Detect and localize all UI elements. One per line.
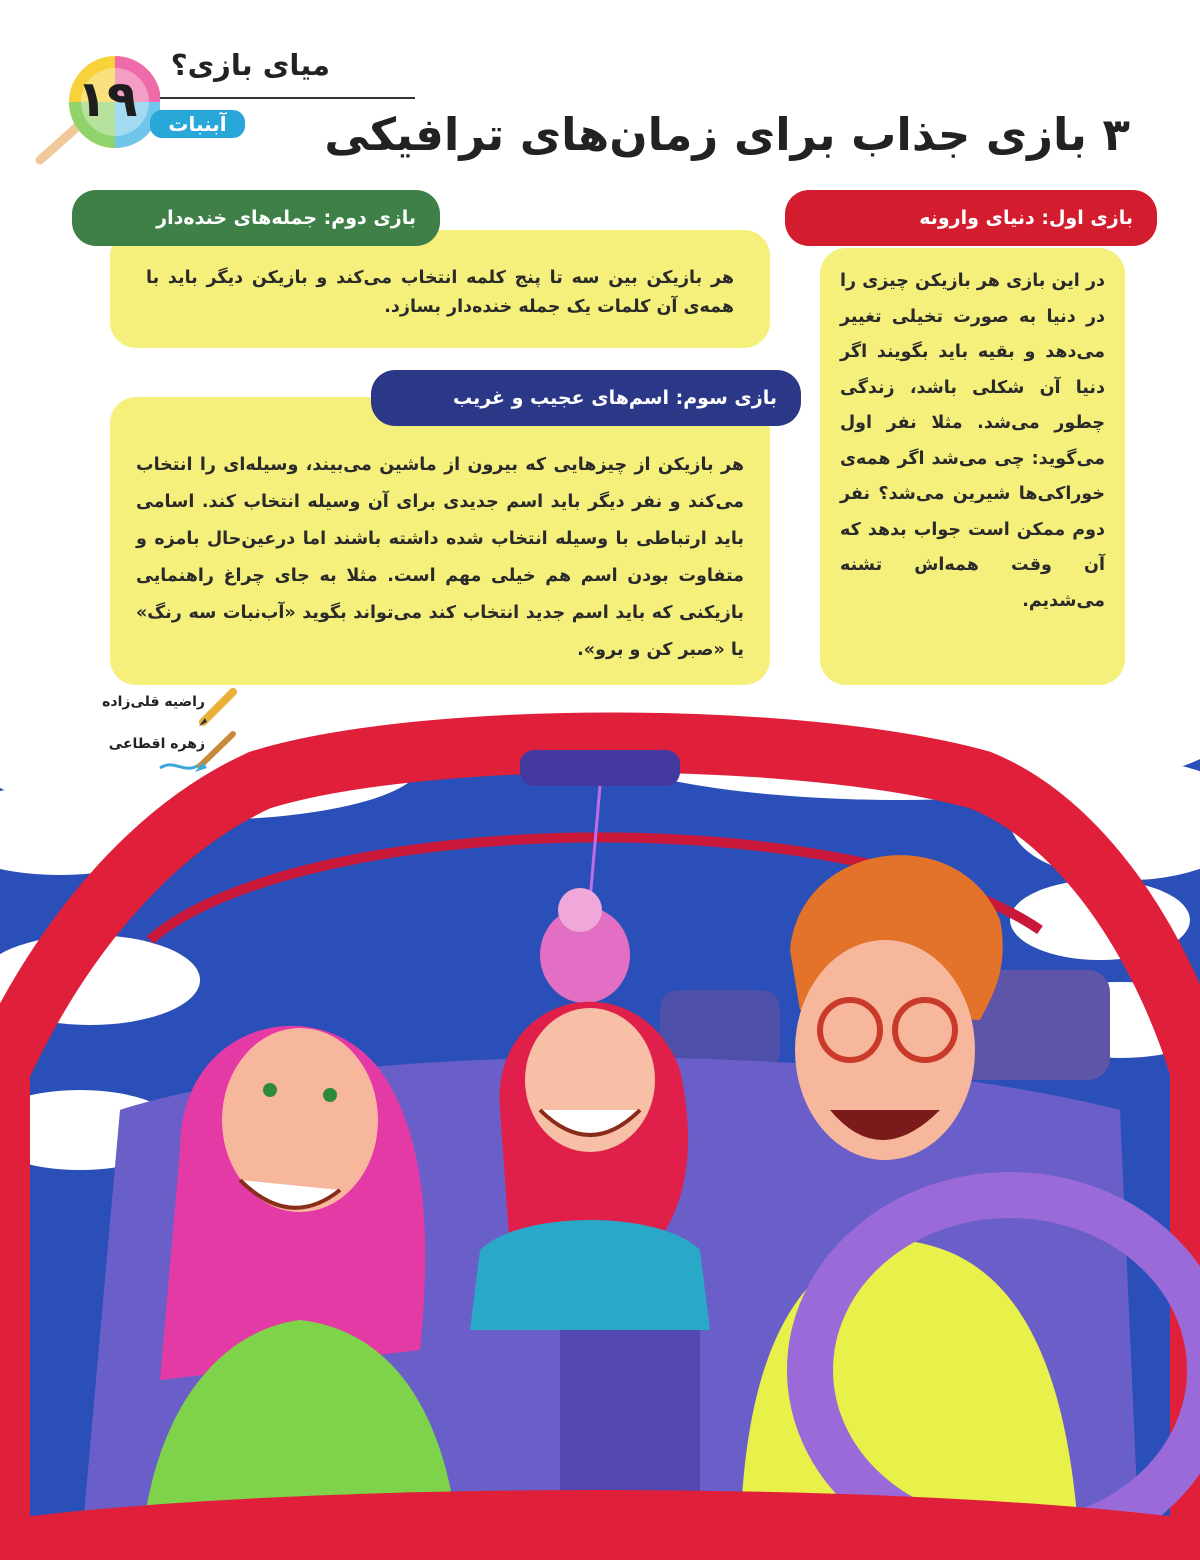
game-3-text: هر بازیکن از چیزهایی که بیرون از ماشین می‌بیند، وسیله‌ای را انتخاب می‌کند و نفر دیگر باید اسم جدیدی برای آن وسیله انتخاب کند. اسامی باید ارتباطی با وسیله انتخاب شده داشته باشند اما درعین‌حال بامزه و متفاوت بودن اسم هم خیلی مهم است. مثلا به جای چراغ راهنمایی بازیکنی که باید اسم جدید انتخاب کند می‌تواند بگوید «آب‌نبات سه رنگ» یا «صبر کن و برو». [110,397,770,685]
game-3-label: بازی سوم: اسم‌های عجیب و غریب [371,370,801,426]
game-2-text: هر بازیکن بین سه تا پنج کلمه انتخاب می‌کند و بازیکن دیگر باید با همه‌ی آن کلمات یک جمله خنده‌دار بسازد. [110,230,770,348]
brand-logo: آبنبات [150,110,245,138]
game-1-text: در این بازی هر بازیکن چیزی را در دنیا به صورت تخیلی تغییر می‌دهد و بقیه باید بگویند اگر دنیا آن شکلی باشد، زندگی چطور می‌شد. مثلا نفر اول می‌گوید: چی می‌شد اگر همه‌ی خوراکی‌ها شیرین می‌شد؟ نفر دوم ممکن است جواب بدهد که آن وقت همه‌اش تشنه می‌شدیم. [820,248,1125,685]
game-1-label: بازی اول: دنیای وارونه [785,190,1157,246]
section-label: میای بازی؟ [170,48,330,82]
page-number: ۱۹ [76,70,138,128]
page-title: ۳ بازی جذاب برای زمان‌های ترافیکی [324,108,1130,161]
header-divider [160,97,415,99]
illustrator-credit: زهره اقطاعی [108,736,205,752]
game-2-label: بازی دوم: جمله‌های خنده‌دار [72,190,440,246]
family-car-illustration [0,690,1200,1560]
writer-credit: راضیه قلی‌زاده [102,694,205,710]
